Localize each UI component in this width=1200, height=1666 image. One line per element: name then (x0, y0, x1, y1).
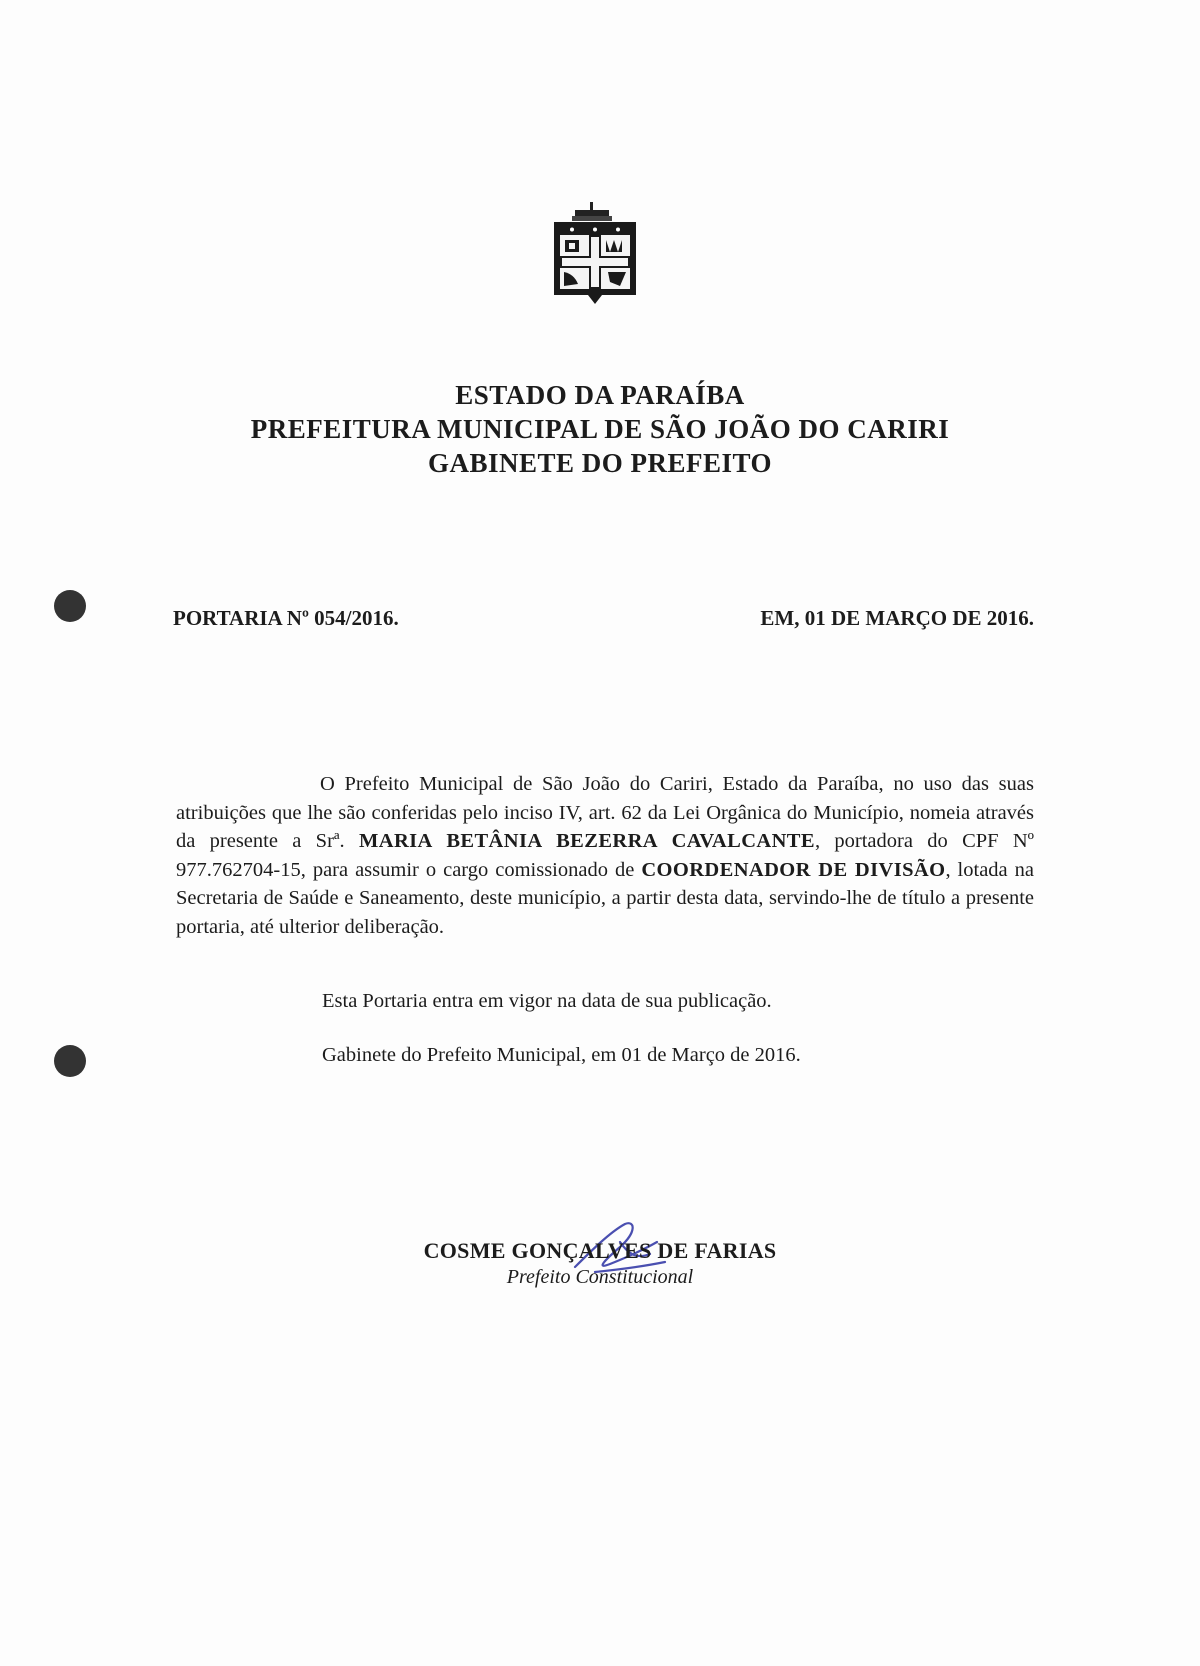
signature-block (0, 1238, 1200, 1289)
signatory-title: Prefeito Constitucional (506, 1266, 694, 1288)
ordinance-body (176, 770, 1034, 941)
ordinance-number: PORTARIA Nº 054/2016. (173, 606, 399, 630)
header-municipality: PREFEITURA MUNICIPAL DE SÃO JOÃO DO CARIRI (250, 414, 950, 444)
punch-hole-icon (54, 590, 86, 622)
body-text-part2: , portadora do CPF Nº 977.762704-15, para assumir o cargo comissionado de (176, 830, 1035, 881)
municipal-coat-of-arms-icon (550, 200, 640, 315)
body-text-part1: O Prefeito Municipal de São João do Cariri, Estado da Paraíba, no uso das suas atribuições que lhe são conferidas pelo inciso IV, art. 62 da Lei Orgânica do Município, nomeia através da presente a Srª. (176, 773, 1034, 852)
body-text-part3: , lotada na Secretaria de Saúde e Saneamento, deste município, a partir desta data, servindo-lhe de título a presente portaria, até ulterior deliberação. (176, 858, 1034, 938)
effective-clause: Esta Portaria entra em vigor na data de sua publicação. (322, 990, 772, 1012)
appointed-role: COORDENADOR DE DIVISÃO (641, 858, 946, 881)
punch-hole-icon (54, 1045, 86, 1077)
header-state: ESTADO DA PARAÍBA (455, 380, 745, 410)
header-office: GABINETE DO PREFEITO (427, 448, 773, 478)
ordinance-date: EM, 01 DE MARÇO DE 2016. (760, 606, 1034, 630)
issuance-clause: Gabinete do Prefeito Municipal, em 01 de Março de 2016. (322, 1044, 801, 1066)
document-header (0, 378, 1200, 480)
appointee-name: MARIA BETÂNIA BEZERRA CAVALCANTE (359, 830, 815, 852)
signatory-name: COSME GONÇALVES DE FARIAS (423, 1238, 777, 1263)
